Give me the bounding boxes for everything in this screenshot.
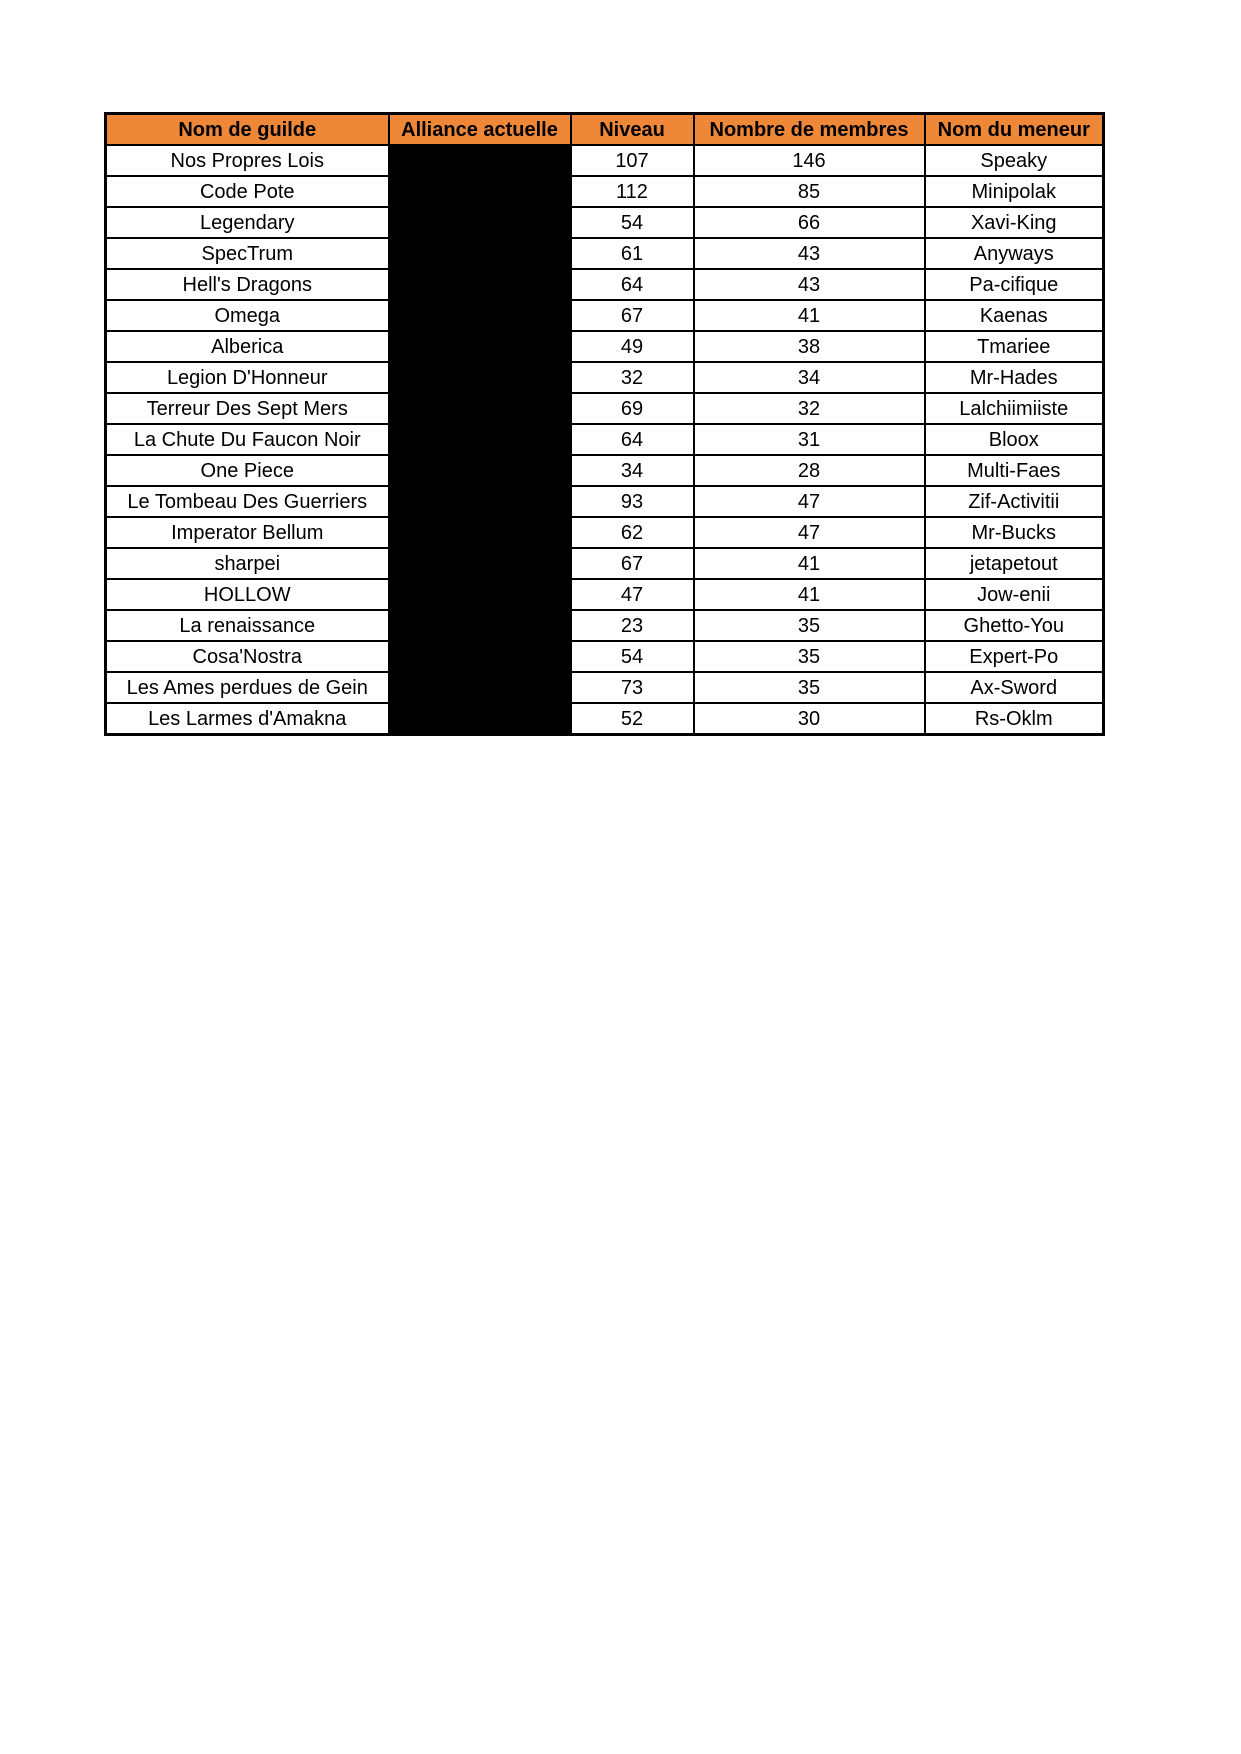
member-count-cell: 41 <box>694 300 925 331</box>
alliance-cell-redacted <box>389 207 571 238</box>
alliance-cell-redacted <box>389 610 571 641</box>
level-cell: 67 <box>571 548 694 579</box>
member-count-cell: 47 <box>694 486 925 517</box>
guild-name-cell: Legendary <box>106 207 389 238</box>
leader-name-cell: Tmariee <box>925 331 1104 362</box>
table-row <box>106 362 1104 393</box>
alliance-cell-redacted <box>389 269 571 300</box>
leader-name-cell: Xavi-King <box>925 207 1104 238</box>
table-row <box>106 548 1104 579</box>
level-cell: 54 <box>571 641 694 672</box>
member-count-cell: 31 <box>694 424 925 455</box>
guild-name-cell: HOLLOW <box>106 579 389 610</box>
level-cell: 107 <box>571 145 694 176</box>
leader-name-cell: Ax-Sword <box>925 672 1104 703</box>
guild-name-cell: One Piece <box>106 455 389 486</box>
alliance-cell-redacted <box>389 393 571 424</box>
guild-name-cell: Hell's Dragons <box>106 269 389 300</box>
alliance-cell-redacted <box>389 331 571 362</box>
leader-name-cell: Lalchiimiiste <box>925 393 1104 424</box>
leader-name-cell: Jow-enii <box>925 579 1104 610</box>
member-count-cell: 34 <box>694 362 925 393</box>
table-header <box>106 114 1104 146</box>
member-count-cell: 47 <box>694 517 925 548</box>
guild-table <box>104 112 1105 736</box>
member-count-cell: 85 <box>694 176 925 207</box>
member-count-cell: 35 <box>694 641 925 672</box>
member-count-cell: 41 <box>694 579 925 610</box>
guild-name-cell: La renaissance <box>106 610 389 641</box>
alliance-cell-redacted <box>389 548 571 579</box>
header-row <box>106 114 1104 146</box>
header-level: Niveau <box>571 114 694 146</box>
guild-name-cell: Nos Propres Lois <box>106 145 389 176</box>
alliance-cell-redacted <box>389 517 571 548</box>
table-row <box>106 517 1104 548</box>
table-row <box>106 238 1104 269</box>
level-cell: 54 <box>571 207 694 238</box>
level-cell: 112 <box>571 176 694 207</box>
member-count-cell: 32 <box>694 393 925 424</box>
table-row <box>106 672 1104 703</box>
guild-name-cell: Les Larmes d'Amakna <box>106 703 389 735</box>
table-row <box>106 207 1104 238</box>
alliance-cell-redacted <box>389 486 571 517</box>
level-cell: 73 <box>571 672 694 703</box>
level-cell: 62 <box>571 517 694 548</box>
leader-name-cell: Anyways <box>925 238 1104 269</box>
member-count-cell: 146 <box>694 145 925 176</box>
member-count-cell: 35 <box>694 610 925 641</box>
table-row <box>106 300 1104 331</box>
guild-name-cell: La Chute Du Faucon Noir <box>106 424 389 455</box>
leader-name-cell: Ghetto-You <box>925 610 1104 641</box>
header-guild-name: Nom de guilde <box>106 114 389 146</box>
guild-name-cell: Terreur Des Sept Mers <box>106 393 389 424</box>
member-count-cell: 43 <box>694 269 925 300</box>
member-count-cell: 41 <box>694 548 925 579</box>
table-row <box>106 145 1104 176</box>
header-member-count: Nombre de membres <box>694 114 925 146</box>
guild-name-cell: Le Tombeau Des Guerriers <box>106 486 389 517</box>
leader-name-cell: Zif-Activitii <box>925 486 1104 517</box>
header-current-alliance: Alliance actuelle <box>389 114 571 146</box>
alliance-cell-redacted <box>389 362 571 393</box>
alliance-cell-redacted <box>389 238 571 269</box>
table-row <box>106 455 1104 486</box>
guild-name-cell: Omega <box>106 300 389 331</box>
leader-name-cell: Kaenas <box>925 300 1104 331</box>
table-row <box>106 393 1104 424</box>
table-row <box>106 579 1104 610</box>
member-count-cell: 43 <box>694 238 925 269</box>
guild-name-cell: Alberica <box>106 331 389 362</box>
leader-name-cell: Pa-cifique <box>925 269 1104 300</box>
leader-name-cell: Minipolak <box>925 176 1104 207</box>
alliance-cell-redacted <box>389 672 571 703</box>
table-row <box>106 176 1104 207</box>
leader-name-cell: Speaky <box>925 145 1104 176</box>
member-count-cell: 38 <box>694 331 925 362</box>
alliance-cell-redacted <box>389 579 571 610</box>
level-cell: 64 <box>571 424 694 455</box>
member-count-cell: 35 <box>694 672 925 703</box>
guild-name-cell: Legion D'Honneur <box>106 362 389 393</box>
level-cell: 61 <box>571 238 694 269</box>
level-cell: 52 <box>571 703 694 735</box>
guild-name-cell: Cosa'Nostra <box>106 641 389 672</box>
table-row <box>106 610 1104 641</box>
level-cell: 34 <box>571 455 694 486</box>
leader-name-cell: Mr-Bucks <box>925 517 1104 548</box>
level-cell: 47 <box>571 579 694 610</box>
leader-name-cell: Bloox <box>925 424 1104 455</box>
alliance-cell-redacted <box>389 455 571 486</box>
level-cell: 93 <box>571 486 694 517</box>
guild-name-cell: Imperator Bellum <box>106 517 389 548</box>
guild-name-cell: SpecTrum <box>106 238 389 269</box>
leader-name-cell: Expert-Po <box>925 641 1104 672</box>
table-row <box>106 641 1104 672</box>
alliance-cell-redacted <box>389 176 571 207</box>
table-body <box>106 145 1104 735</box>
alliance-cell-redacted <box>389 145 571 176</box>
level-cell: 49 <box>571 331 694 362</box>
leader-name-cell: Mr-Hades <box>925 362 1104 393</box>
member-count-cell: 66 <box>694 207 925 238</box>
table-row <box>106 331 1104 362</box>
alliance-cell-redacted <box>389 641 571 672</box>
level-cell: 23 <box>571 610 694 641</box>
level-cell: 69 <box>571 393 694 424</box>
level-cell: 32 <box>571 362 694 393</box>
guild-name-cell: Code Pote <box>106 176 389 207</box>
table-row <box>106 269 1104 300</box>
alliance-cell-redacted <box>389 703 571 735</box>
level-cell: 64 <box>571 269 694 300</box>
leader-name-cell: Multi-Faes <box>925 455 1104 486</box>
table-row <box>106 703 1104 735</box>
leader-name-cell: jetapetout <box>925 548 1104 579</box>
header-leader-name: Nom du meneur <box>925 114 1104 146</box>
member-count-cell: 28 <box>694 455 925 486</box>
member-count-cell: 30 <box>694 703 925 735</box>
table-row <box>106 424 1104 455</box>
table-row <box>106 486 1104 517</box>
leader-name-cell: Rs-Oklm <box>925 703 1104 735</box>
alliance-cell-redacted <box>389 300 571 331</box>
level-cell: 67 <box>571 300 694 331</box>
guild-name-cell: sharpei <box>106 548 389 579</box>
alliance-cell-redacted <box>389 424 571 455</box>
guild-name-cell: Les Ames perdues de Gein <box>106 672 389 703</box>
